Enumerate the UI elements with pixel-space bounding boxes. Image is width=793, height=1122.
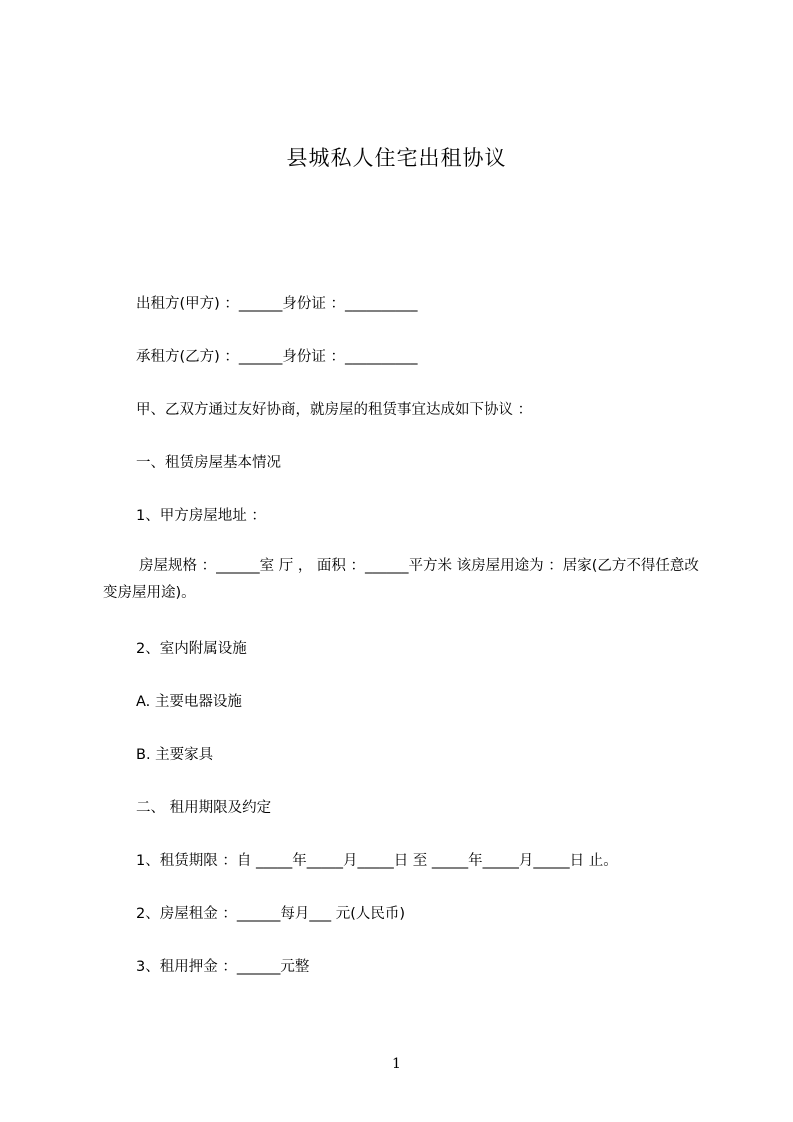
rent-line: 2、房屋租金 ：______每月___ 元(人民币) [136, 906, 406, 922]
section-2-heading: 二、 租用期限及约定 [136, 800, 272, 816]
section-1-heading: 一、租赁房屋基本情况 [136, 455, 281, 471]
furniture-line: B. 主要家具 [136, 747, 214, 763]
house-spec-paragraph: 房屋规格 ：______室 厅 ， 面积 ：______平方米 该房屋用途为 ：居家(乙方不得任意改变房屋用途)。 [103, 558, 699, 601]
lease-term-line: 1、租赁期限 ：自 _____年_____月_____日 至 _____年_____月_____日 止。 [136, 853, 618, 869]
appliances-line: A. 主要电器设施 [136, 694, 242, 710]
document-title: 县城私人住宅出租协议 [286, 146, 507, 170]
page-number: 1 [392, 1056, 401, 1072]
lessor-line: 出租方(甲方) ：______身份证 ：__________ [136, 296, 418, 312]
lessee-line: 承租方(乙方) ：______身份证 ：__________ [136, 349, 418, 365]
deposit-line: 3、租用押金 ：______元整 [136, 959, 310, 975]
facilities-line: 2、室内附属设施 [136, 641, 247, 657]
agreement-intro: 甲、乙双方通过友好协商，就房屋的租赁事宜达成如下协议 ： [136, 402, 533, 418]
house-address-line: 1、甲方房屋地址 ： [136, 508, 266, 524]
